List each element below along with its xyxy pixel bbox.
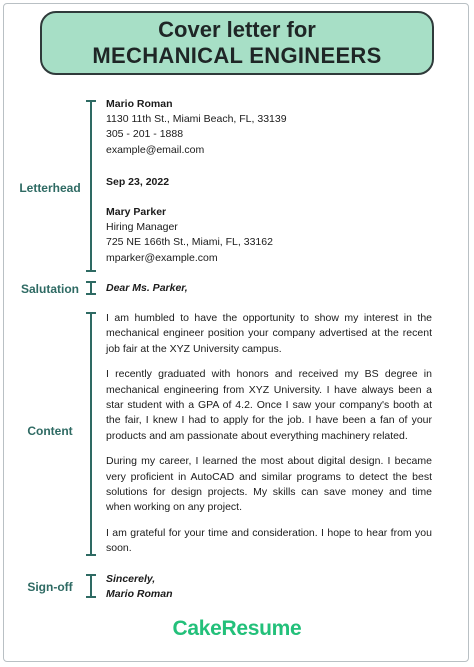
letterhead-bracket-bottom [86, 270, 96, 272]
signoff-label: Sign-off [27, 580, 73, 594]
letterhead-label: Letterhead [19, 181, 81, 195]
paragraph: I recently graduated with honors and received my BS degree in mechanical engineering from XYZ University. I have always been a star student with a GPA of 4.2. Once I saw your company's booth at the fair, I knew I had to apply for the job. I have been a fan of your products and am passionate about everything machinery related. [106, 368, 432, 442]
letter-date: Sep 23, 2022 [106, 176, 170, 188]
recipient-email: mparker@example.com [106, 251, 218, 264]
content-bracket-bottom [86, 554, 96, 556]
title-line-2: MECHANICAL ENGINEERS [92, 43, 382, 68]
signoff-bracket-bottom [86, 596, 96, 598]
title-banner [40, 11, 434, 75]
salutation-label: Salutation [20, 282, 79, 296]
sender-email: example@email.com [106, 143, 205, 156]
recipient-address: 725 NE 166th St., Miami, FL, 33162 [106, 236, 273, 249]
content-label: Content [27, 424, 73, 438]
sender-phone: 305 - 201 - 1888 [106, 128, 184, 141]
title-line-1: Cover letter for [158, 17, 316, 42]
signoff-name: Mario Roman [106, 588, 173, 601]
sender-block [106, 97, 287, 158]
recipient-title: Hiring Manager [106, 221, 178, 234]
paragraph: During my career, I learned the most about digital design. I became very proficient in AutoCAD and similar programs to detect the best solutions for design projects. My skills can save money and time when working on any project. [106, 455, 432, 514]
paragraph: I am humbled to have the opportunity to show my interest in the mechanical engineer position your company advertised at the recent job fair at the XYZ University campus. [106, 312, 432, 355]
cakeresume-logo: CakeResume [172, 617, 302, 640]
signoff-closing: Sincerely, [106, 573, 156, 585]
sender-address: 1130 11th St., Miami Beach, FL, 33139 [106, 113, 287, 126]
sender-name: Mario Roman [106, 98, 173, 110]
content-body [106, 311, 432, 557]
salutation-text: Dear Ms. Parker, [106, 282, 188, 294]
recipient-block [106, 205, 273, 266]
paragraph: I am grateful for your time and consideration. I hope to hear from you soon. [106, 526, 432, 555]
recipient-name: Mary Parker [106, 206, 167, 218]
signoff-block [106, 572, 173, 602]
